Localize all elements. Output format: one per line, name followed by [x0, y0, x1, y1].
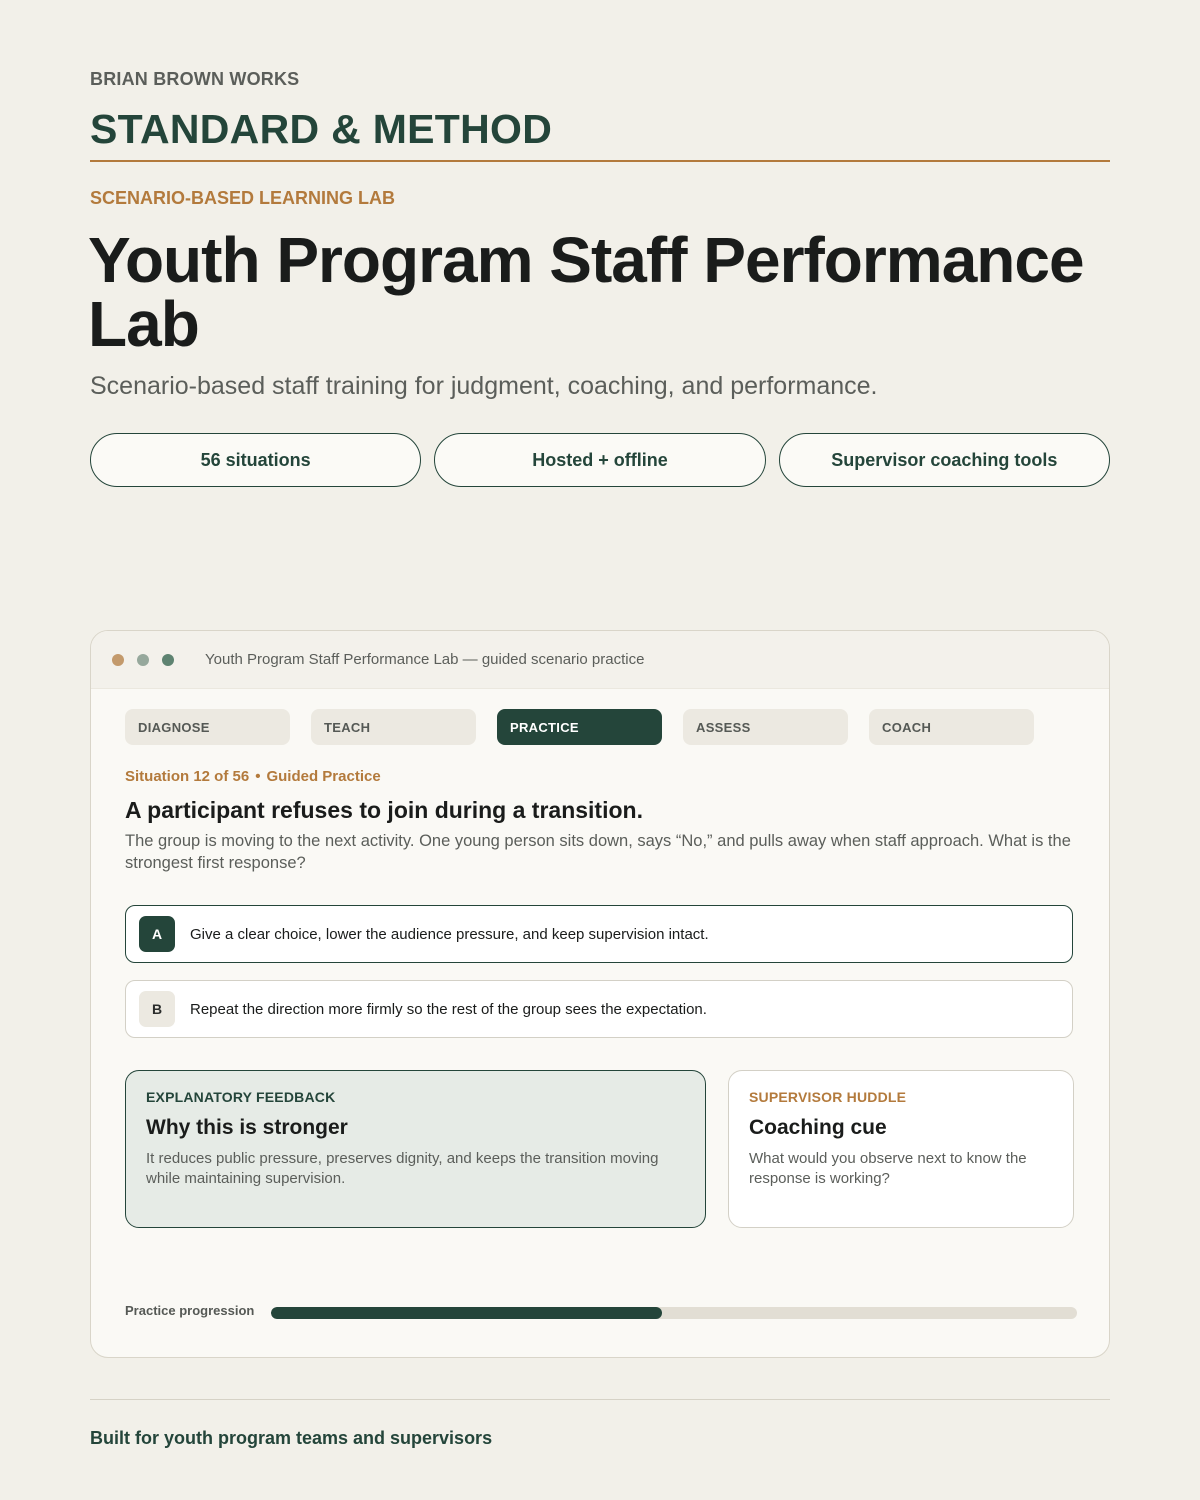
pill-situations: 56 situations [90, 433, 421, 487]
footer-tagline: Built for youth program teams and supervisors [90, 1428, 493, 1448]
huddle-body: What would you observe next to know the response is working? [749, 1150, 1027, 1187]
practice-mode: Guided Practice [266, 768, 381, 785]
app-window [90, 630, 1110, 1358]
page-title: Youth Program Staff Performance Lab [88, 224, 1084, 360]
tab-teach[interactable]: TEACH [311, 709, 476, 745]
tab-diagnose[interactable]: DIAGNOSE [125, 709, 290, 745]
footer-divider [90, 1399, 1110, 1400]
brand-name: BRIAN BROWN WORKS [90, 69, 300, 89]
scenario-meta [125, 768, 381, 785]
feedback-title: Why this is stronger [146, 1116, 348, 1139]
window-title: Youth Program Staff Performance Lab — guided scenario practice [205, 651, 645, 668]
feedback-body: It reduces public pressure, preserves dignity, and keeps the transition moving while maintaining supervision. [146, 1150, 659, 1187]
scenario-prompt: The group is moving to the next activity. One young person sits down, says “No,” and pulls away when staff approach. What is the strongest first response? [125, 832, 1071, 872]
pill-hosting: Hosted + offline [434, 433, 765, 487]
method-steps [125, 709, 1034, 745]
progress-bar [271, 1307, 1077, 1319]
situation-counter: Situation 12 of 56 [125, 768, 250, 785]
option-text: Give a clear choice, lower the audience pressure, and keep supervision intact. [190, 925, 709, 943]
window-minimize-dot[interactable] [137, 654, 149, 666]
hero-eyebrow: SCENARIO-BASED LEARNING LAB [90, 188, 396, 208]
huddle-eyebrow: SUPERVISOR HUDDLE [749, 1089, 907, 1105]
tab-practice[interactable]: PRACTICE [497, 709, 662, 745]
progress-label: Practice progression [125, 1303, 255, 1318]
progress-fill [271, 1307, 662, 1319]
answer-option-b[interactable] [125, 980, 1073, 1038]
meta-separator: • [255, 768, 261, 785]
supervisor-huddle-card [728, 1070, 1074, 1228]
feedback-card [125, 1070, 706, 1228]
option-text: Repeat the direction more firmly so the rest of the group sees the expectation. [190, 1000, 707, 1018]
window-titlebar [91, 631, 1109, 689]
tab-coach[interactable]: COACH [869, 709, 1034, 745]
brand-wordmark: STANDARD & METHOD [90, 106, 553, 152]
page-subtitle: Scenario-based staff training for judgment, coaching, and performance. [90, 372, 878, 400]
scenario-title: A participant refuses to join during a transition. [125, 797, 643, 823]
feedback-eyebrow: EXPLANATORY FEEDBACK [146, 1089, 336, 1105]
tab-assess[interactable]: ASSESS [683, 709, 848, 745]
pill-coaching-tools: Supervisor coaching tools [779, 433, 1110, 487]
feature-pills [90, 433, 1110, 487]
option-letter-badge: A [139, 916, 175, 952]
answer-option-a[interactable] [125, 905, 1073, 963]
window-maximize-dot[interactable] [162, 654, 174, 666]
huddle-title: Coaching cue [749, 1116, 887, 1139]
option-letter-badge: B [139, 991, 175, 1027]
window-close-dot[interactable] [112, 654, 124, 666]
brand-divider [90, 160, 1110, 162]
